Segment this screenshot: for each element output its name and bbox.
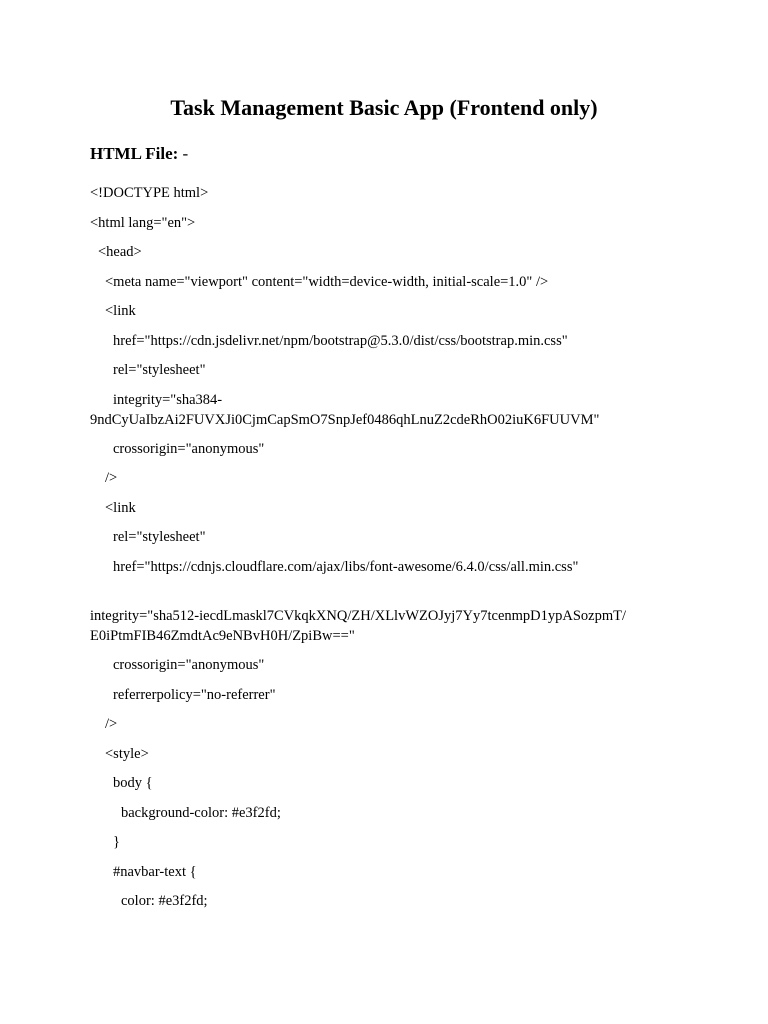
code-line: />: [105, 716, 118, 732]
code-line: integrity="sha512-iecdLmaskl7CVkqkXNQ/ZH/XLlvWZOJyj7Yy7tcenmpD1ypASozpmT/: [90, 608, 627, 624]
code-line: />: [105, 470, 118, 486]
code-line: rel="stylesheet": [113, 362, 206, 378]
code-line: <head>: [98, 244, 142, 260]
code-line: href="https://cdnjs.cloudflare.com/ajax/libs/font-awesome/6.4.0/css/all.min.css": [113, 559, 579, 575]
code-line: background-color: #e3f2fd;: [121, 805, 281, 821]
section-heading-label: HTML File:: [90, 144, 179, 163]
code-line: <meta name="viewport" content="width=device-width, initial-scale=1.0" />: [105, 274, 549, 290]
section-heading-suffix: -: [178, 144, 189, 163]
code-line: <html lang="en">: [90, 215, 196, 231]
code-line: <link: [105, 500, 136, 516]
code-line: color: #e3f2fd;: [121, 893, 208, 909]
code-line: referrerpolicy="no-referrer": [113, 687, 276, 703]
code-line: rel="stylesheet": [113, 529, 206, 545]
document-title: Task Management Basic App (Frontend only): [170, 95, 598, 120]
code-line: <style>: [105, 746, 149, 762]
code-line: #navbar-text {: [113, 864, 197, 880]
code-line: <!DOCTYPE html>: [90, 185, 209, 201]
code-line: crossorigin="anonymous": [113, 441, 265, 457]
code-line: body {: [113, 775, 153, 791]
code-line: href="https://cdn.jsdelivr.net/npm/bootstrap@5.3.0/dist/css/bootstrap.min.css": [113, 333, 568, 349]
code-line: }: [113, 834, 120, 850]
code-line: crossorigin="anonymous": [113, 657, 265, 673]
code-line: 9ndCyUaIbzAi2FUVXJi0CjmCapSmO7SnpJef0486qhLnuZ2cdeRhO02iuK6FUUVM": [90, 412, 600, 428]
code-line: <link: [105, 303, 136, 319]
section-heading: [90, 142, 188, 166]
code-line: E0iPtmFIB46ZmdtAc9eNBvH0H/ZpiBw==": [90, 628, 355, 644]
code-line: integrity="sha384-: [113, 392, 223, 408]
